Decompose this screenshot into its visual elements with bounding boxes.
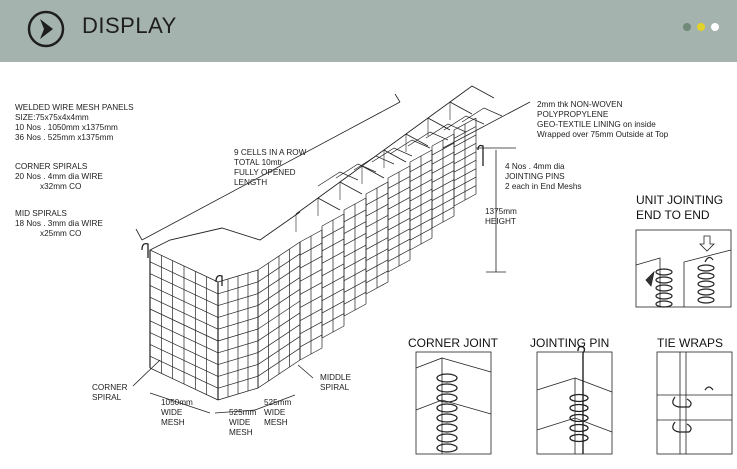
width-525-label-b: 525mm WIDE MESH: [264, 398, 292, 427]
header-bar: [0, 0, 737, 62]
mesh-barrier-unit: [142, 86, 502, 400]
width-1050-label: 1050mm WIDE MESH: [161, 398, 193, 427]
jointing-pin-title: JOINTING PIN: [530, 336, 610, 350]
unit-jointing-detail: [636, 230, 731, 307]
jointing-pin-detail: [537, 347, 612, 455]
width-525-label-a: 525mm WIDE MESH: [229, 408, 257, 437]
mid-spirals-spec: MID SPIRALS 18 Nos . 3mm dia WIRE x25mm CO: [15, 209, 103, 238]
corner-spiral-label: CORNER SPIRAL: [92, 383, 128, 402]
arrow-right-icon[interactable]: [26, 9, 66, 49]
unit-joint-spiral: [656, 265, 714, 307]
tie-wraps-detail: [657, 352, 732, 454]
height-label: 1375mm HEIGHT: [485, 207, 517, 226]
page-title: DISPLAY: [82, 13, 177, 38]
tie-wraps-title: TIE WRAPS: [657, 336, 724, 350]
slide-dot-3[interactable]: [711, 23, 719, 31]
middle-spiral-label: MIDDLE SPIRAL: [320, 373, 351, 392]
jointing-pins-label: 4 Nos . 4mm dia JOINTING PINS 2 each in End Meshs: [505, 162, 582, 191]
corner-joint-detail: [416, 352, 491, 454]
panel-spec: WELDED WIRE MESH PANELS SIZE:75x75x4x4mm 10 Nos . 1050mm x1375mm 36 Nos . 525mm x1375mm: [15, 103, 134, 142]
unit-jointing-title: UNIT JOINTING END TO END: [636, 193, 724, 222]
slide-dot-1[interactable]: [683, 23, 691, 31]
dimension-lines: [133, 94, 530, 413]
slide-dots: [683, 23, 719, 31]
cells-label: 9 CELLS IN A ROW TOTAL 10mtr FULLY OPENED LENGTH: [234, 148, 307, 187]
corner-joint-title: CORNER JOINT: [408, 336, 498, 350]
geotextile-label: 2mm thk NON-WOVEN POLYPROPYLENE GEO-TEXTILE LINING on inside Wrapped over 75mm Outside at Top: [537, 100, 669, 139]
slide-dot-2[interactable]: [697, 23, 705, 31]
corner-spirals-spec: CORNER SPIRALS 20 Nos . 4mm dia WIRE x32mm CO: [15, 162, 103, 191]
